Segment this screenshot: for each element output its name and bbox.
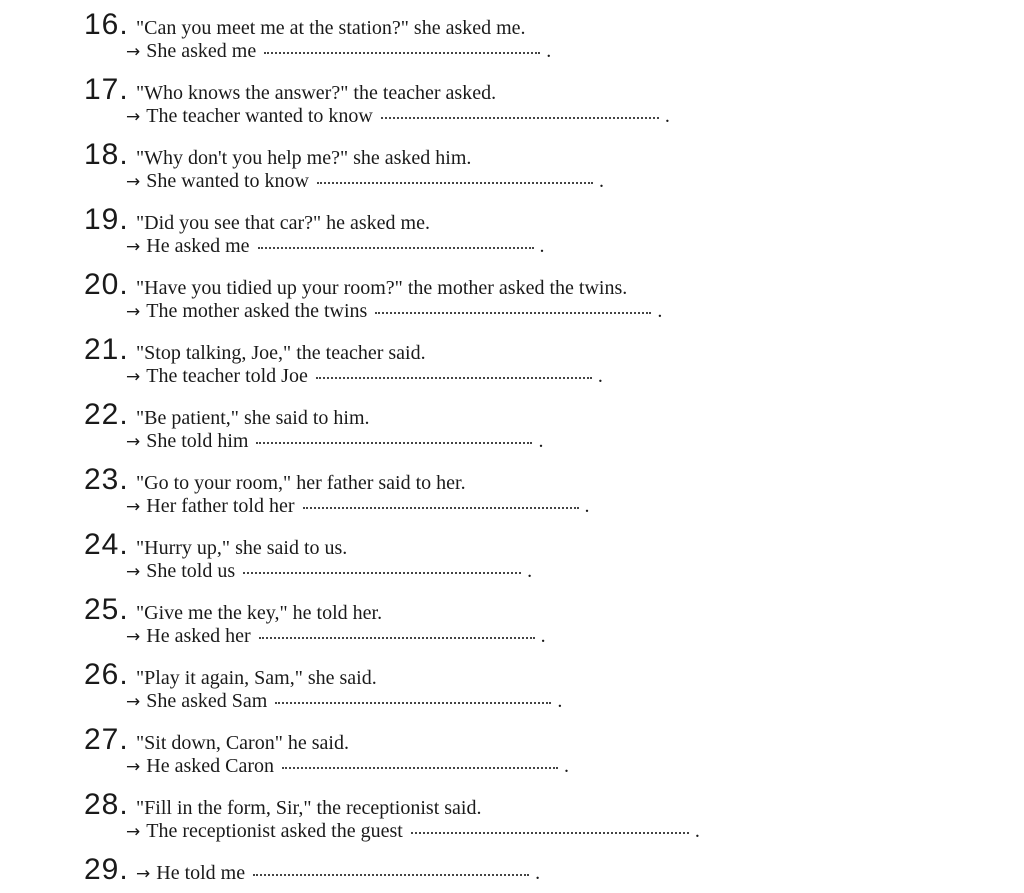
end-punctuation: . [694, 820, 700, 842]
end-punctuation: . [538, 430, 544, 452]
answer-line [84, 105, 984, 133]
answer-blank[interactable] [259, 635, 535, 639]
exercise-item [84, 73, 984, 133]
direct-speech-prompt: "Hurry up," she said to us. [136, 537, 348, 559]
exercise-number: 29. [84, 853, 129, 886]
direct-speech-prompt: "Sit down, Caron" he said. [136, 732, 349, 754]
end-punctuation: . [597, 365, 603, 387]
answer-line [84, 495, 984, 523]
direct-speech-prompt: "Stop talking, Joe," the teacher said. [136, 342, 426, 364]
direct-speech-prompt: "Give me the key," he told her. [136, 602, 383, 624]
exercise-item [84, 398, 984, 458]
direct-speech-prompt: "Be patient," she said to him. [136, 407, 370, 429]
answer-stem: He told me [156, 862, 246, 884]
exercise-number: 19. [84, 203, 129, 236]
answer-stem: She told him [146, 430, 249, 452]
answer-blank[interactable] [275, 700, 551, 704]
end-punctuation: . [657, 300, 663, 322]
answer-line [84, 430, 984, 458]
end-punctuation: . [664, 105, 670, 127]
exercise-item [84, 593, 984, 653]
direct-speech-prompt: "Play it again, Sam," she said. [136, 667, 377, 689]
end-punctuation: . [546, 40, 552, 62]
end-punctuation: . [535, 862, 541, 884]
question-line [84, 73, 984, 105]
arrow-icon: → [126, 757, 141, 777]
direct-speech-prompt: "Have you tidied up your room?" the mother asked the twins. [136, 277, 628, 299]
arrow-icon: → [126, 497, 141, 517]
exercise-item [84, 138, 984, 198]
exercise-number: 17. [84, 73, 129, 106]
exercise-number: 18. [84, 138, 129, 171]
answer-blank[interactable] [381, 115, 659, 119]
question-line [84, 138, 984, 170]
answer-stem: Her father told her [146, 495, 295, 517]
end-punctuation: . [557, 690, 563, 712]
answer-blank[interactable] [411, 830, 689, 834]
exercise-item [84, 658, 984, 718]
exercise-item [84, 853, 984, 885]
arrow-icon: → [126, 627, 141, 647]
end-punctuation: . [539, 235, 545, 257]
arrow-icon: → [126, 42, 141, 62]
answer-stem: She told us [146, 560, 236, 582]
end-punctuation: . [563, 755, 569, 777]
exercise-number: 20. [84, 268, 129, 301]
question-line [84, 853, 984, 885]
answer-line [84, 40, 984, 68]
arrow-icon: → [126, 432, 141, 452]
answer-line [84, 365, 984, 393]
end-punctuation: . [599, 170, 605, 192]
answer-stem: She wanted to know [146, 170, 310, 192]
question-line [84, 788, 984, 820]
answer-stem: He asked Caron [146, 755, 274, 777]
exercise-number: 27. [84, 723, 129, 756]
arrow-icon: → [126, 367, 141, 387]
exercise-number: 28. [84, 788, 129, 821]
exercise-item [84, 528, 984, 588]
answer-stem: The mother asked the twins [146, 300, 368, 322]
exercise-item [84, 8, 984, 68]
question-line [84, 333, 984, 365]
answer-blank[interactable] [282, 765, 558, 769]
end-punctuation: . [584, 495, 590, 517]
exercise-item [84, 203, 984, 263]
arrow-icon: → [126, 692, 141, 712]
answer-stem: He asked me [146, 235, 250, 257]
answer-line [84, 690, 984, 718]
arrow-icon: → [126, 172, 141, 192]
answer-line [84, 170, 984, 198]
answer-blank[interactable] [316, 375, 592, 379]
answer-stem: The receptionist asked the guest [146, 820, 403, 842]
answer-line [84, 820, 984, 848]
direct-speech-prompt: "Why don't you help me?" she asked him. [136, 147, 472, 169]
exercise-number: 25. [84, 593, 129, 626]
answer-stem: The teacher told Joe [146, 365, 308, 387]
answer-line [84, 625, 984, 653]
question-line [84, 398, 984, 430]
answer-stem: She asked me [146, 40, 257, 62]
answer-blank[interactable] [317, 180, 593, 184]
arrow-icon: → [136, 864, 151, 884]
exercise-number: 16. [84, 8, 129, 41]
answer-line [84, 560, 984, 588]
exercise-item [84, 788, 984, 848]
end-punctuation: . [527, 560, 533, 582]
answer-blank[interactable] [264, 50, 540, 54]
answer-line [84, 300, 984, 328]
exercise-item [84, 723, 984, 783]
question-line [84, 8, 984, 40]
answer-blank[interactable] [258, 245, 534, 249]
exercise-number: 21. [84, 333, 129, 366]
direct-speech-prompt: "Who knows the answer?" the teacher asked. [136, 82, 497, 104]
question-line [84, 268, 984, 300]
exercise-item [84, 463, 984, 523]
answer-blank[interactable] [253, 872, 529, 876]
question-line [84, 463, 984, 495]
answer-stem: He asked her [146, 625, 251, 647]
answer-blank[interactable] [303, 505, 579, 509]
arrow-icon: → [126, 302, 141, 322]
direct-speech-prompt: "Did you see that car?" he asked me. [136, 212, 430, 234]
answer-stem: She asked Sam [146, 690, 268, 712]
direct-speech-prompt: "Go to your room," her father said to her. [136, 472, 466, 494]
answer-blank[interactable] [243, 570, 521, 574]
question-line [84, 723, 984, 755]
question-line [84, 528, 984, 560]
exercise-item [84, 268, 984, 328]
answer-blank[interactable] [256, 440, 532, 444]
direct-speech-prompt: "Can you meet me at the station?" she asked me. [136, 17, 526, 39]
question-line [84, 658, 984, 690]
arrow-icon: → [126, 822, 141, 842]
arrow-icon: → [126, 562, 141, 582]
exercise-number: 24. [84, 528, 129, 561]
question-line [84, 593, 984, 625]
end-punctuation: . [540, 625, 546, 647]
arrow-icon: → [126, 107, 141, 127]
answer-blank[interactable] [375, 310, 651, 314]
answer-stem: The teacher wanted to know [146, 105, 373, 127]
exercise-number: 23. [84, 463, 129, 496]
arrow-icon: → [126, 237, 141, 257]
exercise-number: 22. [84, 398, 129, 431]
answer-line [84, 235, 984, 263]
answer-line [84, 755, 984, 783]
exercise-item [84, 333, 984, 393]
question-line [84, 203, 984, 235]
exercise-number: 26. [84, 658, 129, 691]
direct-speech-prompt: "Fill in the form, Sir," the receptionist said. [136, 797, 482, 819]
